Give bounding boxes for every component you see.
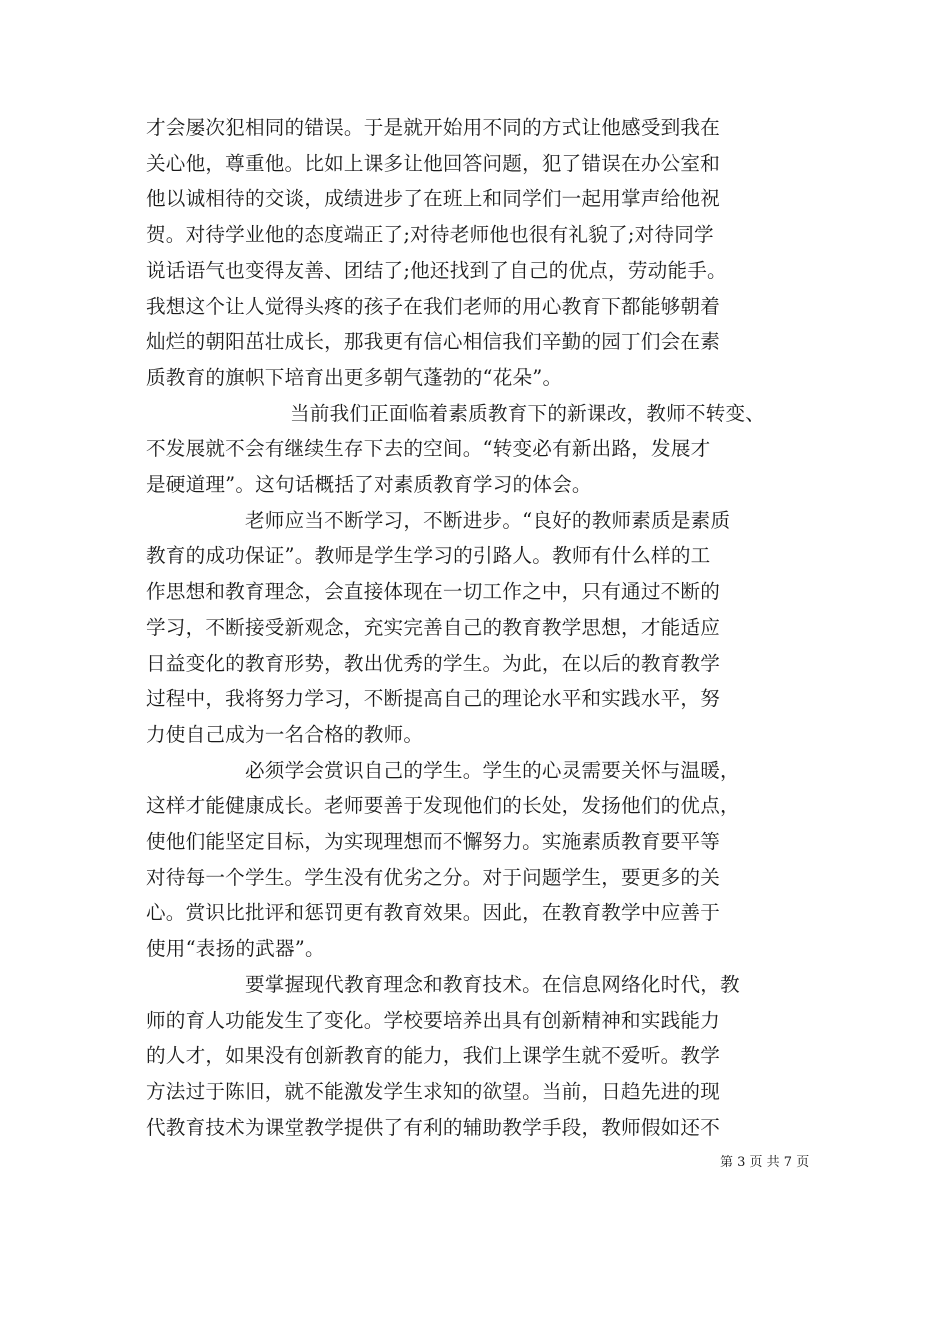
text-line: 他以诚相待的交谈，成绩进步了在班上和同学们一起用掌声给他祝 [146, 187, 721, 211]
page-number-footer: 第 3 页 共 7 页 [720, 1154, 810, 1170]
text-line: 对待每一个学生。学生没有优劣之分。对于问题学生，要更多的关 [146, 865, 721, 889]
text-line: 这样才能健康成长。老师要善于发现他们的长处，发扬他们的优点， [146, 794, 740, 818]
text-line: 教育的成功保证”。教师是学生学习的引路人。教师有什么样的工 [146, 544, 711, 568]
text-line: 力使自己成为一名合格的教师。 [146, 722, 424, 746]
text-line: 使他们能坚定目标，为实现理想而不懈努力。实施素质教育要平等 [146, 830, 721, 853]
text-line: 贺。对待学业他的态度端正了;对待老师他也很有礼貌了;对待同学 [146, 223, 714, 247]
text-line: 的人才，如果没有创新教育的能力，我们上课学生就不爱听。教学 [146, 1044, 721, 1068]
text-line: 过程中，我将努力学习，不断提高自己的理论水平和实践水平，努 [146, 687, 721, 711]
text-line: 使用“表扬的武器”。 [146, 937, 325, 961]
text-line: 师的育人功能发生了变化。学校要培养出具有创新精神和实践能力 [146, 1008, 721, 1032]
paragraph-first-line: 必须学会赏识自己的学生。学生的心灵需要关怀与温暖， [245, 758, 740, 782]
text-line: 心。赏识比批评和惩罚更有教育效果。因此，在教育教学中应善于 [146, 901, 721, 925]
text-line: 质教育的旗帜下培育出更多朝气蓬勃的“花朵”。 [146, 365, 563, 389]
text-line: 作思想和教育理念，会直接体现在一切工作之中，只有通过不断的 [146, 580, 721, 604]
text-line: 不发展就不会有继续生存下去的空间。“转变必有新出路，发展才 [146, 437, 711, 461]
text-line: 灿烂的朝阳茁壮成长，那我更有信心相信我们辛勤的园丁们会在素 [146, 330, 721, 354]
text-line: 是硬道理”。这句话概括了对素质教育学习的体会。 [146, 473, 592, 496]
paragraph-first-line: 老师应当不断学习，不断进步。“良好的教师素质是素质 [245, 508, 731, 532]
text-line: 说话语气也变得友善、团结了;他还找到了自己的优点，劳动能手。 [146, 258, 727, 282]
text-line: 我想这个让人觉得头疼的孩子在我们老师的用心教育下都能够朝着 [146, 294, 721, 318]
paragraph-first-line: 当前我们正面临着素质教育下的新课改，教师不转变、 [290, 401, 766, 425]
text-line: 学习，不断接受新观念，充实完善自己的教育教学思想，才能适应 [146, 615, 721, 639]
text-line: 代教育技术为课堂教学提供了有利的辅助教学手段，教师假如还不 [146, 1115, 721, 1139]
paragraph-first-line: 要掌握现代教育理念和教育技术。在信息网络化时代，教 [245, 972, 740, 996]
text-line: 关心他，尊重他。比如上课多让他回答问题，犯了错误在办公室和 [146, 151, 721, 175]
text-line: 才会屡次犯相同的错误。于是就开始用不同的方式让他感受到我在 [146, 116, 721, 139]
text-line: 日益变化的教育形势，教出优秀的学生。为此，在以后的教育教学 [146, 651, 721, 675]
text-line: 方法过于陈旧，就不能激发学生求知的欲望。当前，日趋先进的现 [146, 1079, 721, 1103]
